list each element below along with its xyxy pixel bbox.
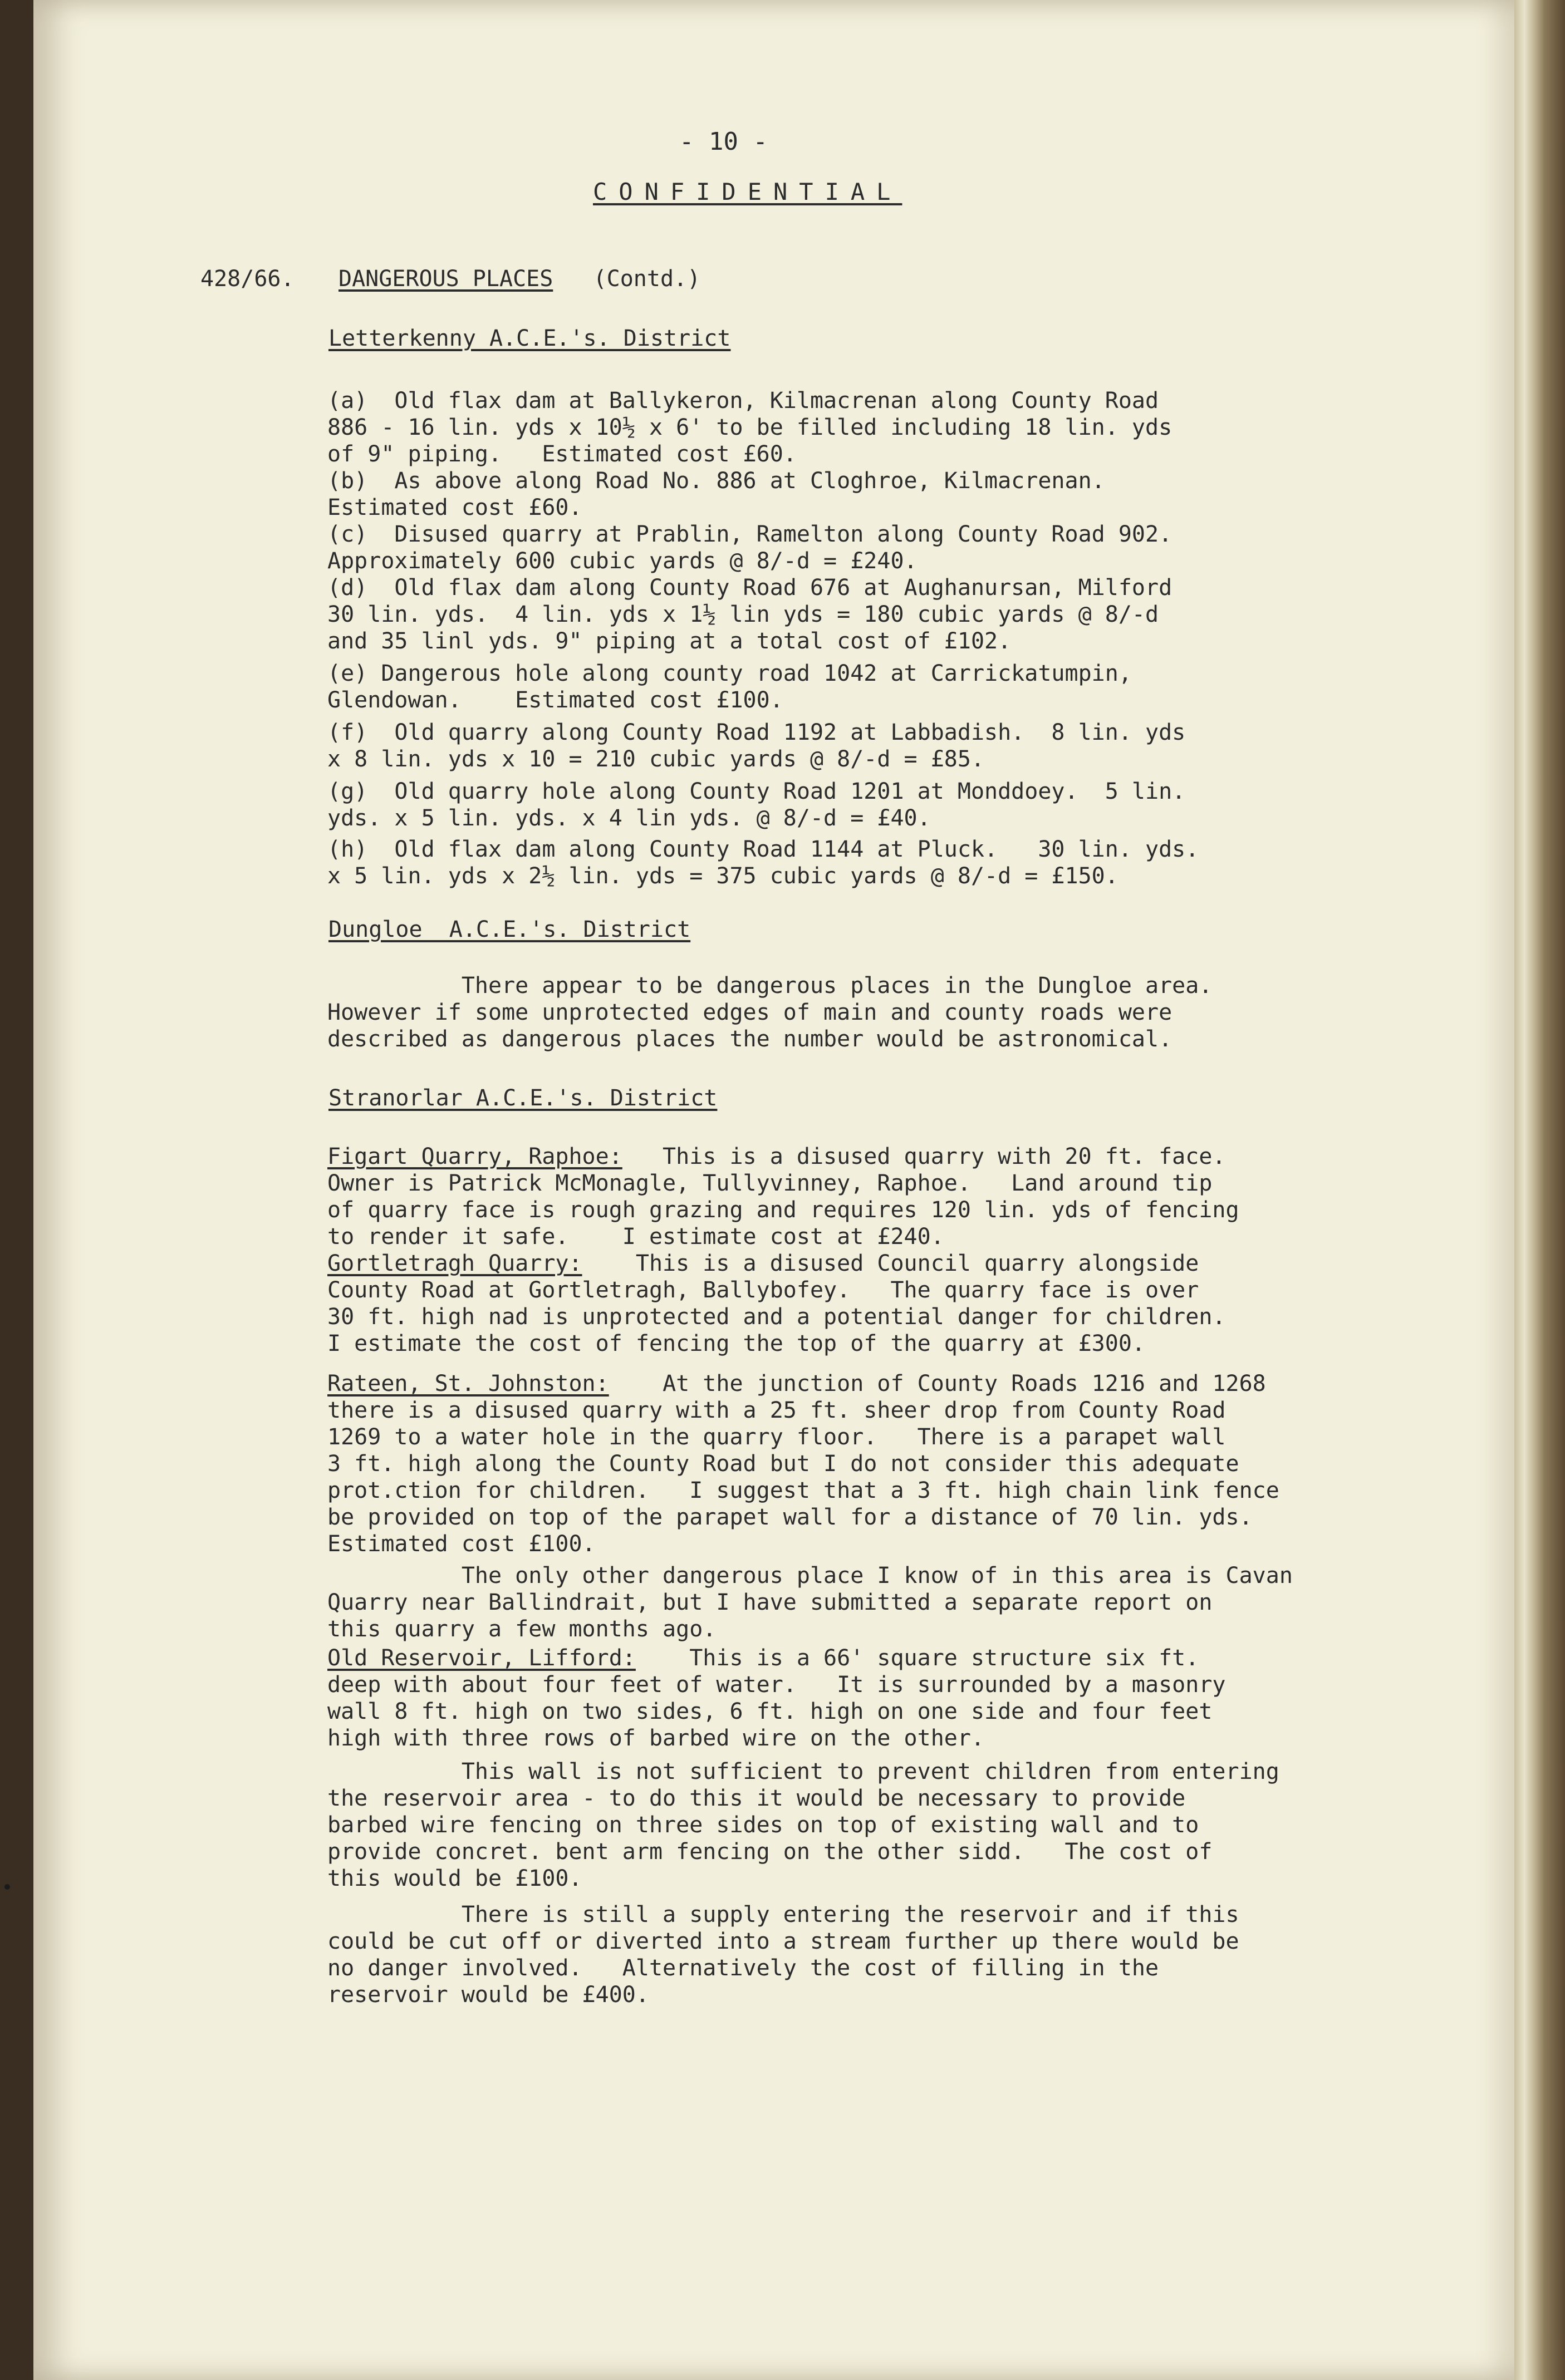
place-label-reservoir: Old Reservoir, Lifford:	[327, 1645, 636, 1671]
text-line: to render it safe. I estimate cost at £240.	[327, 1224, 944, 1250]
text-line: (g) Old quarry hole along County Road 1201 at Monddoey. 5 lin.	[327, 779, 1186, 804]
text-line: (c) Disused quarry at Prablin, Ramelton along County Road 902.	[327, 522, 1172, 547]
text-run: At the junction of County Roads 1216 and 1268	[609, 1371, 1266, 1396]
text-line: This wall is not sufficient to prevent children from entering	[327, 1759, 1279, 1784]
classification-marking: CONFIDENTIAL	[593, 178, 902, 205]
text-line: there is a disused quarry with a 25 ft. sheer drop from County Road	[327, 1398, 1226, 1423]
text-line: (f) Old quarry along County Road 1192 at Labbadish. 8 lin. yds	[327, 720, 1186, 745]
text-line: Owner is Patrick McMonagle, Tullyvinney, Raphoe. Land around tip	[327, 1171, 1213, 1196]
section-heading-dungloe: Dungloe A.C.E.'s. District	[328, 917, 691, 942]
book-page-edges	[1514, 0, 1565, 2380]
text-line: 30 ft. high nad is unprotected and a potential danger for children.	[327, 1304, 1226, 1330]
binding-mark	[4, 1884, 10, 1890]
place-label-gortletragh: Gortletragh Quarry:	[327, 1251, 582, 1276]
text-line: Approximately 600 cubic yards @ 8/-d = £240.	[327, 548, 918, 574]
page-number: - 10 -	[679, 127, 768, 156]
text-line: x 5 lin. yds x 2½ lin. yds = 375 cubic yards @ 8/-d = £150.	[327, 863, 1118, 889]
text-line	[327, 1144, 1226, 1169]
text-run: This is a disused Council quarry alongside	[582, 1251, 1199, 1276]
text-line: of quarry face is rough grazing and requires 120 lin. yds of fencing	[327, 1197, 1239, 1223]
text-line: high with three rows of barbed wire on the other.	[327, 1725, 985, 1751]
document-heading	[338, 266, 700, 292]
text-line: the reservoir area - to do this it would be necessary to provide	[327, 1786, 1186, 1811]
text-line: (e) Dangerous hole along county road 1042 at Carrickatumpin,	[327, 661, 1132, 686]
text-line: (a) Old flax dam at Ballykeron, Kilmacrenan along County Road	[327, 388, 1159, 414]
text-line: barbed wire fencing on three sides on top of existing wall and to	[327, 1812, 1199, 1838]
section-heading-stranorlar: Stranorlar A.C.E.'s. District	[328, 1085, 718, 1111]
text-line: Estimated cost £100.	[327, 1531, 596, 1557]
text-line: However if some unprotected edges of main and county roads were	[327, 1000, 1172, 1025]
text-line	[327, 1371, 1266, 1396]
text-line: 1269 to a water hole in the quarry floor. There is a parapet wall	[327, 1424, 1226, 1450]
text-line: deep with about four feet of water. It is surrounded by a masonry	[327, 1672, 1226, 1698]
heading-suffix: (Contd.)	[593, 266, 701, 292]
text-line: be provided on top of the parapet wall for a distance of 70 lin. yds.	[327, 1504, 1253, 1530]
text-line: this quarry a few months ago.	[327, 1616, 717, 1642]
text-line	[327, 1251, 1199, 1276]
text-line: yds. x 5 lin. yds. x 4 lin yds. @ 8/-d = £40.	[327, 805, 931, 831]
place-label-rateen: Rateen, St. Johnston:	[327, 1371, 609, 1396]
text-line: Glendowan. Estimated cost £100.	[327, 687, 783, 713]
text-line: 886 - 16 lin. yds x 10½ x 6' to be filled including 18 lin. yds	[327, 415, 1172, 440]
place-label-figart: Figart Quarry, Raphoe:	[327, 1144, 622, 1169]
text-line	[327, 1645, 1199, 1671]
text-line: described as dangerous places the number would be astronomical.	[327, 1026, 1172, 1052]
text-line: reservoir would be £400.	[327, 1982, 649, 2008]
text-line: x 8 lin. yds x 10 = 210 cubic yards @ 8/-d = £85.	[327, 746, 985, 772]
document-page	[33, 0, 1514, 2380]
text-line: wall 8 ft. high on two sides, 6 ft. high on one side and four feet	[327, 1699, 1213, 1724]
text-line: provide concret. bent arm fencing on the other sidd. The cost of	[327, 1839, 1213, 1865]
text-line: County Road at Gortletragh, Ballybofey. The quarry face is over	[327, 1277, 1199, 1303]
text-line: no danger involved. Alternatively the cost of filling in the	[327, 1955, 1159, 1981]
text-line: (d) Old flax dam along County Road 676 at Aughanursan, Milford	[327, 575, 1172, 601]
text-line: Estimated cost £60.	[327, 495, 582, 520]
reference-number: 428/66.	[200, 266, 295, 292]
text-line: (b) As above along Road No. 886 at Cloghroe, Kilmacrenan.	[327, 468, 1105, 494]
section-heading-letterkenny: Letterkenny A.C.E.'s. District	[328, 326, 731, 351]
text-line: and 35 linl yds. 9" piping at a total cost of £102.	[327, 628, 1012, 654]
text-line: 3 ft. high along the County Road but I do not consider this adequate	[327, 1451, 1239, 1477]
text-line: could be cut off or diverted into a stream further up there would be	[327, 1929, 1239, 1954]
text-line: (h) Old flax dam along County Road 1144 at Pluck. 30 lin. yds.	[327, 837, 1199, 862]
text-line: of 9" piping. Estimated cost £60.	[327, 441, 797, 467]
text-line: Quarry near Ballindrait, but I have submitted a separate report on	[327, 1590, 1213, 1615]
heading-title: DANGEROUS PLACES	[338, 266, 553, 292]
text-line: The only other dangerous place I know of in this area is Cavan	[327, 1563, 1293, 1589]
text-line: There appear to be dangerous places in the Dungloe area.	[327, 973, 1213, 999]
text-line: this would be £100.	[327, 1866, 582, 1891]
text-line: I estimate the cost of fencing the top of the quarry at £300.	[327, 1331, 1146, 1356]
text-line: prot.ction for children. I suggest that a 3 ft. high chain link fence	[327, 1478, 1279, 1503]
text-run: This is a disused quarry with 20 ft. face.	[622, 1144, 1226, 1169]
text-line: 30 lin. yds. 4 lin. yds x 1½ lin yds = 180 cubic yards @ 8/-d	[327, 602, 1159, 627]
text-run: This is a 66' square structure six ft.	[635, 1645, 1199, 1671]
text-line: There is still a supply entering the reservoir and if this	[327, 1902, 1239, 1927]
